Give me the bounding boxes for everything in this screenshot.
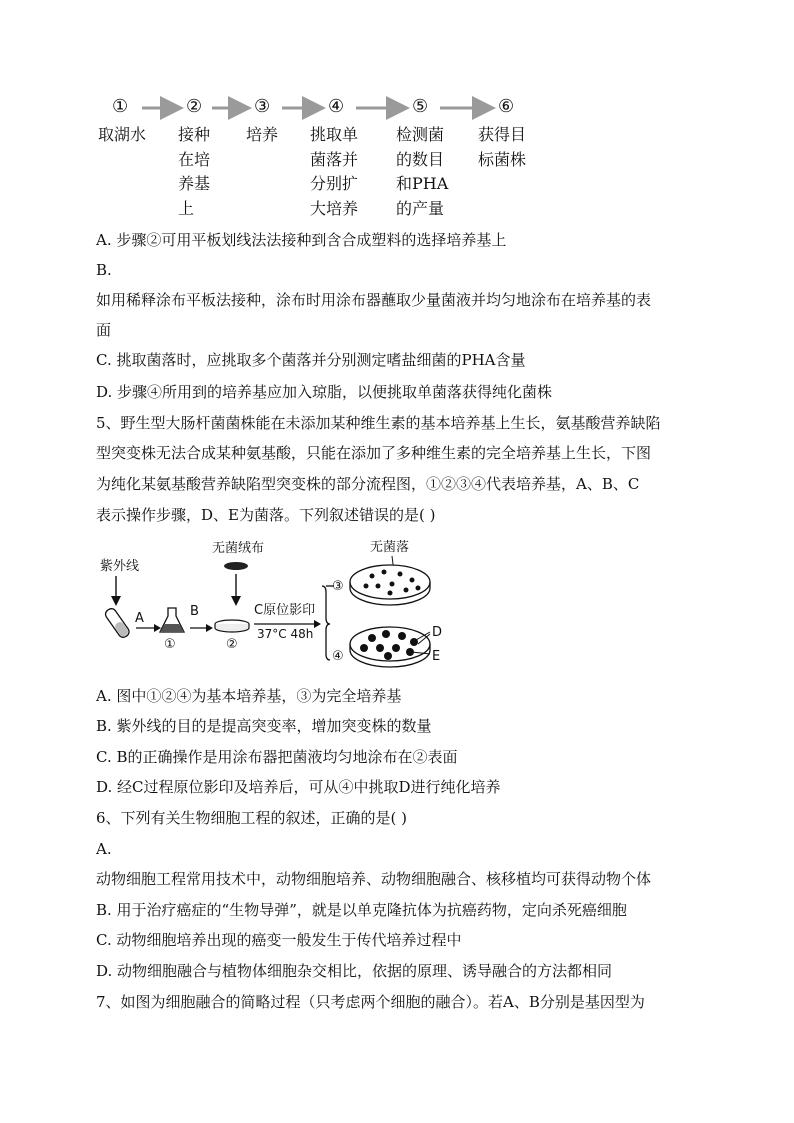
q5-option-c: C. B的正确操作是用涂布器把菌液均匀地涂布在②表面: [96, 748, 458, 766]
plate-2: [215, 620, 249, 632]
colony-d-label: D: [432, 625, 443, 640]
plate-3-number: ③: [332, 579, 344, 594]
plate-1-number: ①: [164, 637, 176, 652]
step-1-number: ①: [112, 96, 129, 117]
step-c-label: C原位影印: [254, 603, 316, 618]
incubation-condition: 37°C 48h: [257, 627, 314, 641]
q5-option-b: B. 紫外线的目的是提高突变率，增加突变株的数量: [96, 717, 432, 735]
plate-2-number: ②: [226, 637, 238, 652]
step-a-label: A: [135, 611, 144, 626]
q4-option-b-label: B.: [96, 261, 112, 279]
q6-option-c: C. 动物细胞培养出现的癌变一般发生于传代培养过程中: [96, 931, 462, 949]
q7-stem: 7、如图为细胞融合的简略过程（只考虑两个细胞的融合）。若A、B分别是基因型为: [96, 993, 645, 1011]
test-tube: [104, 607, 131, 640]
plate-4: [350, 627, 430, 667]
step-2-number: ②: [186, 96, 203, 117]
flow-arrows: [0, 96, 560, 120]
q5-option-d: D. 经C过程原位影印及培养后，可从④中挑取D进行纯化培养: [96, 778, 501, 796]
q5-figure: [94, 536, 454, 676]
step-b-label: B: [190, 604, 199, 619]
q4-option-b-text-2: 面: [96, 321, 112, 339]
q4-option-d: D. 步骤④所用到的培养基应加入琼脂，以便挑取单菌落获得纯化菌株: [96, 383, 553, 401]
q6-option-b: B. 用于治疗癌症的“生物导弹”，就是以单克隆抗体为抗癌药物，定向杀死癌细胞: [96, 901, 627, 919]
plate-4-number: ④: [332, 649, 344, 664]
q4-option-b-text-1: 如用稀释涂布平板法接种，涂布时用涂布器蘸取少量菌液并均匀地涂布在培养基的表: [96, 291, 652, 309]
q4-option-c: C. 挑取菌落时，应挑取多个菌落并分别测定嗜盐细菌的PHA含量: [96, 351, 526, 369]
velvet-pad: [224, 562, 248, 570]
step-2-label: 接种 在培 养基 上: [178, 125, 211, 218]
flask: [160, 608, 184, 632]
colony-e-label: E: [432, 649, 441, 664]
q6-option-d: D. 动物细胞融合与植物体细胞杂交相比，依据的原理、诱导融合的方法都相同: [96, 962, 613, 980]
step-4-label: 挑取单 菌落并 分别扩 大培养: [310, 125, 359, 218]
q5-stem-line-4: 表示操作步骤，D、E为菌落。下列叙述错误的是( ): [96, 506, 436, 524]
uv-label: 紫外线: [100, 559, 140, 574]
q4-option-a: A. 步骤②可用平板划线法法接种到含合成塑料的选择培养基上: [96, 231, 507, 249]
step-6-label: 获得目 标菌株: [478, 125, 527, 169]
q5-stem-line-3: 为纯化某氨基酸营养缺陷型突变株的部分流程图，①②③④代表培养基，A、B、C: [96, 475, 640, 493]
q5-stem-line-2: 型突变株无法合成某种氨基酸，只能在添加了多种维生素的完全培养基上生长，下图: [96, 444, 652, 462]
q5-option-a: A. 图中①②④为基本培养基，③为完全培养基: [96, 687, 402, 705]
step-4-number: ④: [328, 96, 345, 117]
no-colony-label: 无菌落: [370, 540, 410, 555]
q6-stem: 6、下列有关生物细胞工程的叙述，正确的是( ): [96, 809, 408, 827]
step-5-number: ⑤: [412, 96, 429, 117]
step-3-number: ③: [254, 96, 271, 117]
step-5-label: 检测菌 的数目 和PHA 的产量: [396, 125, 449, 218]
plate-3: [350, 565, 430, 605]
step-3-label: 培养: [246, 125, 279, 144]
velvet-label: 无菌绒布: [212, 541, 265, 556]
step-6-number: ⑥: [498, 96, 515, 117]
q6-option-a-label: A.: [96, 840, 112, 858]
q5-stem-line-1: 5、野生型大肠杆菌菌株能在未添加某种维生素的基本培养基上生长，氨基酸营养缺陷: [96, 414, 661, 432]
q6-option-a-text: 动物细胞工程常用技术中，动物细胞培养、动物细胞融合、核移植均可获得动物个体: [96, 870, 652, 888]
step-1-label: 取湖水: [98, 125, 147, 144]
